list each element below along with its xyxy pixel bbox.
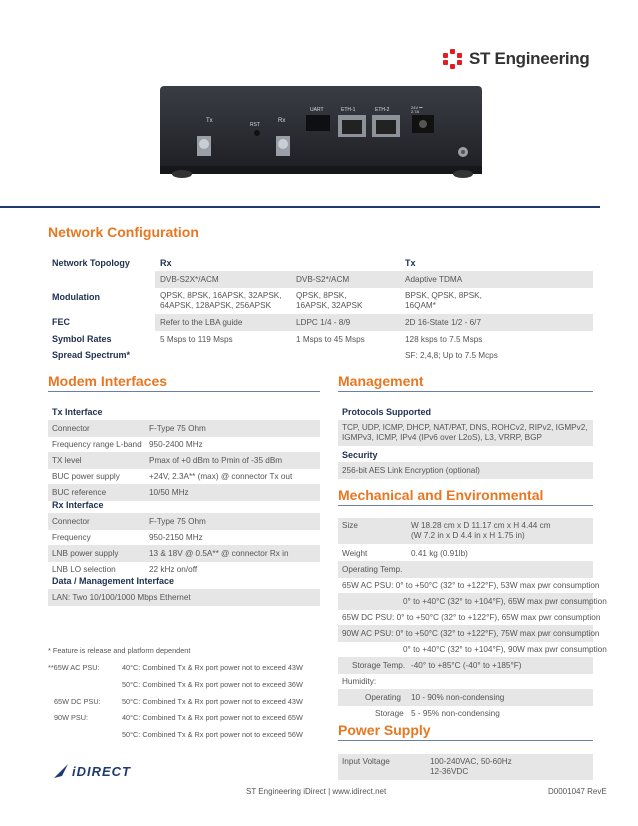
idirect-wordmark: iDIRECT	[72, 763, 131, 779]
hero-label-power: 24V ⎓	[411, 105, 423, 110]
hero-label-eth1: ETH-1	[341, 107, 356, 113]
fec-label-row: FEC	[52, 317, 70, 327]
hero-label-rst: RST	[250, 122, 260, 128]
op-temp-line: 0° to +40°C (32° to +104°F), 65W max pwr consumption	[338, 593, 593, 610]
hero-label-eth2: ETH-2	[375, 107, 390, 113]
rx-interface-title: Rx Interface	[52, 500, 104, 510]
table-row: Frequency range L-band 950-2400 MHz	[52, 440, 203, 449]
input-voltage-row: Input Voltage 100-240VAC, 50-60Hz 12-36VDC	[338, 754, 593, 780]
op-temp-line: 65W DC PSU: 0° to +50°C (32° to +122°F), 65W max pwr consumption	[342, 613, 601, 622]
humidity-row: Humidity:	[342, 677, 377, 686]
op-temp-row: Operating Temp.	[338, 561, 593, 578]
section-divider	[338, 505, 593, 506]
op-temp-line: 0° to +40°C (32° to +104°F), 90W max pwr consumption	[403, 645, 607, 654]
table-row: Modulation QPSK, 8PSK, 16APSK, 32APSK, 64APSK, 128APSK, 256APSK QPSK, 8PSK, 16APSK, 32APSK BPSK, QPSK, 8PSK, 16QAM*	[52, 291, 482, 310]
feature-note: * Feature is release and platform dependent	[48, 646, 191, 655]
hero-label-tx: Tx	[206, 118, 213, 124]
modem-interfaces-title: Modem Interfaces	[48, 373, 168, 389]
management-title: Management	[338, 373, 424, 389]
table-row: BUC reference 10/50 MHz	[48, 484, 320, 501]
tx-interface-title: Tx Interface	[52, 407, 103, 417]
header-rule	[0, 206, 600, 208]
table-row: Frequency 950-2150 MHz	[52, 533, 203, 542]
humidity-storage-row: Storage 5 - 95% non-condensing	[375, 709, 500, 718]
op-temp-line: 65W AC PSU: 0° to +50°C (32° to +122°F), 53W max pwr consumption	[342, 581, 600, 590]
weight-row: Weight 0.41 kg (0.91lb)	[342, 549, 468, 558]
table-row: BUC power supply +24V, 2.3A** (max) @ connector Tx out	[52, 472, 293, 481]
note-text: 50°C: Combined Tx & Rx port power not to exceed 56W	[122, 730, 303, 739]
data-interface-title: Data / Management Interface	[52, 576, 175, 586]
note-text: 40°C: Combined Tx & Rx port power not to exceed 65W	[122, 713, 303, 722]
protocols-list: TCP, UDP, ICMP, DHCP, NAT/PAT, DNS, ROHCv2, RIPv2, IGMPv2, IGMPv3, ICMP, IPv4 (IPv6 over L2oS), L3, VRRP, BGP	[338, 420, 593, 446]
table-row: Connector F-Type 75 Ohm	[48, 513, 320, 530]
mechanical-title: Mechanical and Environmental	[338, 487, 544, 503]
note-text: 40°C: Combined Tx & Rx port power not to exceed 43W	[122, 663, 303, 672]
table-row: Connector F-Type 75 Ohm	[48, 420, 320, 437]
section-divider	[48, 391, 320, 392]
note-label: **65W AC PSU:	[48, 663, 100, 672]
table-row: DVB-S2X*/ACM DVB-S2*/ACM Adaptive TDMA	[155, 271, 593, 288]
humidity-op-row: Operating 10 - 90% non-condensing	[338, 689, 593, 706]
hero-label-uart: UART	[310, 107, 324, 113]
table-row: LAN: Two 10/100/1000 Mbps Ethernet	[48, 589, 320, 606]
network-config-title: Network Configuration	[48, 224, 199, 240]
power-supply-title: Power Supply	[338, 722, 431, 738]
hero-label-power-amp: 2.7A	[411, 109, 420, 114]
protocols-title: Protocols Supported	[342, 407, 432, 417]
st-engineering-logo	[443, 49, 589, 69]
table-row: LNB power supply 13 & 18V @ 0.5A** @ connector Rx in	[48, 545, 320, 562]
rx-column-header: Rx	[160, 258, 172, 268]
security-title: Security	[342, 450, 378, 460]
idirect-logo	[52, 762, 131, 780]
st-star-icon	[443, 49, 463, 69]
table-row: Refer to the LBA guide LDPC 1/4 - 8/9 2D 16-State 1/2 - 6/7	[155, 314, 593, 331]
op-temp-line: 90W AC PSU: 0° to +50°C (32° to +122°F), 75W max pwr consumption	[338, 625, 593, 642]
table-row: Symbol Rates 5 Msps to 119 Msps 1 Msps to 45 Msps 128 ksps to 7.5 Msps	[52, 334, 483, 344]
table-row: TX level Pmax of +0 dBm to Pmin of -35 dBm	[48, 452, 320, 469]
idirect-swoosh-icon	[52, 762, 70, 780]
document-id: D0001047 RevE	[548, 787, 607, 796]
table-row: Spread Spectrum* SF: 2,4,8; Up to 7.5 Mcps	[52, 350, 498, 360]
network-topology-label: Network Topology	[52, 258, 130, 268]
product-photo	[0, 78, 638, 208]
tx-column-header: Tx	[405, 258, 416, 268]
note-text: 50°C: Combined Tx & Rx port power not to exceed 36W	[122, 680, 303, 689]
storage-temp-row: Storage Temp. -40° to +85°C (-40° to +185°F)	[338, 657, 593, 674]
note-label: 65W DC PSU:	[54, 697, 101, 706]
hero-label-rx: Rx	[278, 118, 286, 124]
security-value: 256-bit AES Link Encryption (optional)	[338, 462, 593, 479]
size-row: Size W 18.28 cm x D 11.17 cm x H 4.44 cm (W 7.2 in x D 4.4 in x H 1.75 in)	[338, 518, 593, 544]
section-divider	[338, 740, 593, 741]
note-label: 90W PSU:	[54, 713, 89, 722]
network-header-row	[48, 255, 593, 272]
table-row: LNB LO selection 22 kHz on/off	[52, 565, 198, 574]
section-divider	[338, 391, 593, 392]
footer-center-text: ST Engineering iDirect | www.idirect.net	[246, 787, 387, 796]
note-text: 50°C: Combined Tx & Rx port power not to exceed 43W	[122, 697, 303, 706]
brand-name: ST Engineering	[469, 49, 590, 68]
